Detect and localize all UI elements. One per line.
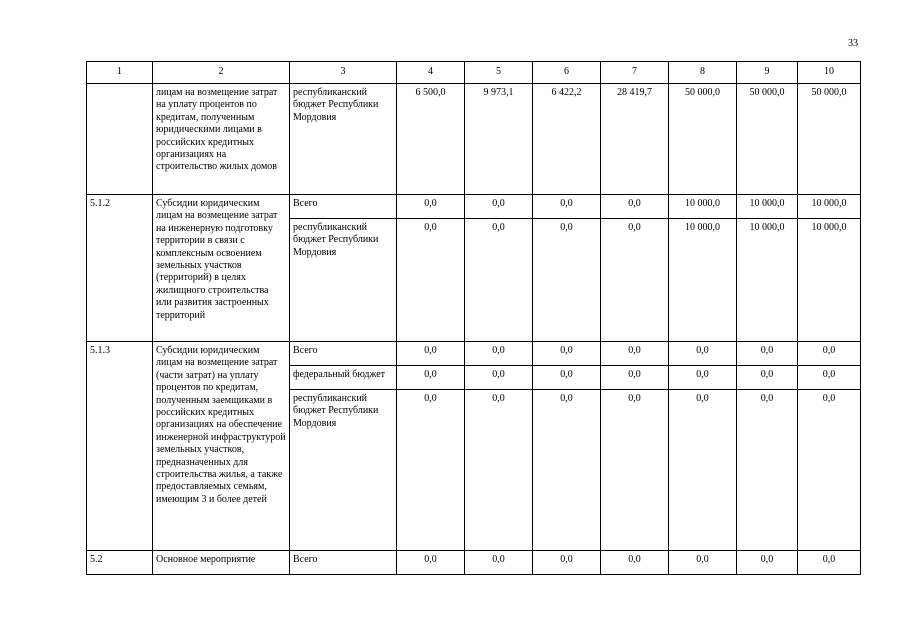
value-cell: 0,0	[533, 195, 601, 219]
value-cell: 0,0	[397, 195, 465, 219]
value-cell: 10 000,0	[669, 219, 737, 342]
value-cell: 0,0	[737, 551, 798, 575]
column-number: 10	[798, 62, 861, 84]
value-cell: 0,0	[601, 366, 669, 390]
table-row	[87, 195, 861, 219]
column-number: 8	[669, 62, 737, 84]
value-cell: 0,0	[465, 390, 533, 551]
value-cell: 10 000,0	[798, 219, 861, 342]
value-cell: 6 422,2	[533, 84, 601, 195]
table-row	[87, 342, 861, 366]
value-cell: 0,0	[533, 551, 601, 575]
item-name-cell: Основное мероприятие	[153, 551, 290, 575]
value-cell: 10 000,0	[669, 195, 737, 219]
item-code-cell: 5.1.3	[87, 342, 153, 551]
value-cell: 0,0	[601, 551, 669, 575]
funding-source-cell: республиканский бюджет Республики Мордовия	[290, 84, 397, 195]
column-number: 6	[533, 62, 601, 84]
value-cell: 0,0	[397, 219, 465, 342]
column-number: 3	[290, 62, 397, 84]
item-name-cell: Субсидии юридическим лицам на возмещение затрат (части затрат) на уплату процентов по кредитам, полученным заемщиками в российских кредитных организациях на обеспечение инженерной инфраструктурой земельных участков, предназначенных для строительства жилья, а также предоставляемых семьям, имеющим 3 и более детей	[153, 342, 290, 551]
value-cell: 0,0	[601, 195, 669, 219]
value-cell: 0,0	[533, 366, 601, 390]
value-cell: 0,0	[601, 219, 669, 342]
item-name-cell: лицам на возмещение затрат на уплату процентов по кредитам, полученным юридическими лицами в российских кредитных организациях на строительство жилых домов	[153, 84, 290, 195]
funding-source-cell: Всего	[290, 342, 397, 366]
value-cell: 9 973,1	[465, 84, 533, 195]
value-cell: 10 000,0	[798, 195, 861, 219]
value-cell: 28 419,7	[601, 84, 669, 195]
funding-source-cell: республиканский бюджет Республики Мордовия	[290, 219, 397, 342]
value-cell: 0,0	[465, 219, 533, 342]
value-cell: 10 000,0	[737, 195, 798, 219]
value-cell: 0,0	[798, 551, 861, 575]
value-cell: 0,0	[669, 551, 737, 575]
budget-table	[86, 61, 861, 575]
value-cell: 0,0	[465, 195, 533, 219]
item-code-cell: 5.2	[87, 551, 153, 575]
page-number: 33	[848, 38, 858, 49]
value-cell: 0,0	[737, 390, 798, 551]
column-number: 9	[737, 62, 798, 84]
column-number: 7	[601, 62, 669, 84]
value-cell: 0,0	[397, 551, 465, 575]
funding-source-cell: Всего	[290, 551, 397, 575]
value-cell: 0,0	[533, 390, 601, 551]
column-number: 5	[465, 62, 533, 84]
value-cell: 0,0	[798, 390, 861, 551]
value-cell: 0,0	[465, 366, 533, 390]
value-cell: 0,0	[669, 366, 737, 390]
funding-source-cell: республиканский бюджет Республики Мордовия	[290, 390, 397, 551]
value-cell: 50 000,0	[669, 84, 737, 195]
value-cell: 0,0	[669, 390, 737, 551]
funding-source-cell: федеральный бюджет	[290, 366, 397, 390]
value-cell: 0,0	[533, 219, 601, 342]
value-cell: 0,0	[397, 342, 465, 366]
value-cell: 0,0	[737, 342, 798, 366]
table-row	[87, 551, 861, 575]
column-number: 4	[397, 62, 465, 84]
value-cell: 0,0	[737, 366, 798, 390]
value-cell: 0,0	[397, 390, 465, 551]
value-cell: 50 000,0	[798, 84, 861, 195]
value-cell: 0,0	[669, 342, 737, 366]
column-number-row	[87, 62, 861, 84]
funding-source-cell: Всего	[290, 195, 397, 219]
value-cell: 6 500,0	[397, 84, 465, 195]
value-cell: 0,0	[465, 342, 533, 366]
item-code-cell: 5.1.2	[87, 195, 153, 342]
value-cell: 0,0	[533, 342, 601, 366]
value-cell: 0,0	[601, 342, 669, 366]
value-cell: 0,0	[798, 366, 861, 390]
value-cell: 0,0	[798, 342, 861, 366]
column-number: 1	[87, 62, 153, 84]
column-number: 2	[153, 62, 290, 84]
item-code-cell	[87, 84, 153, 195]
value-cell: 0,0	[601, 390, 669, 551]
value-cell: 0,0	[397, 366, 465, 390]
value-cell: 0,0	[465, 551, 533, 575]
table-row	[87, 84, 861, 195]
item-name-cell: Субсидии юридическим лицам на возмещение затрат на инженерную подготовку территории в связи с комплексным освоением земельных участков (территорий) в целях жилищного строительства или развития застроенных территорий	[153, 195, 290, 342]
value-cell: 50 000,0	[737, 84, 798, 195]
value-cell: 10 000,0	[737, 219, 798, 342]
